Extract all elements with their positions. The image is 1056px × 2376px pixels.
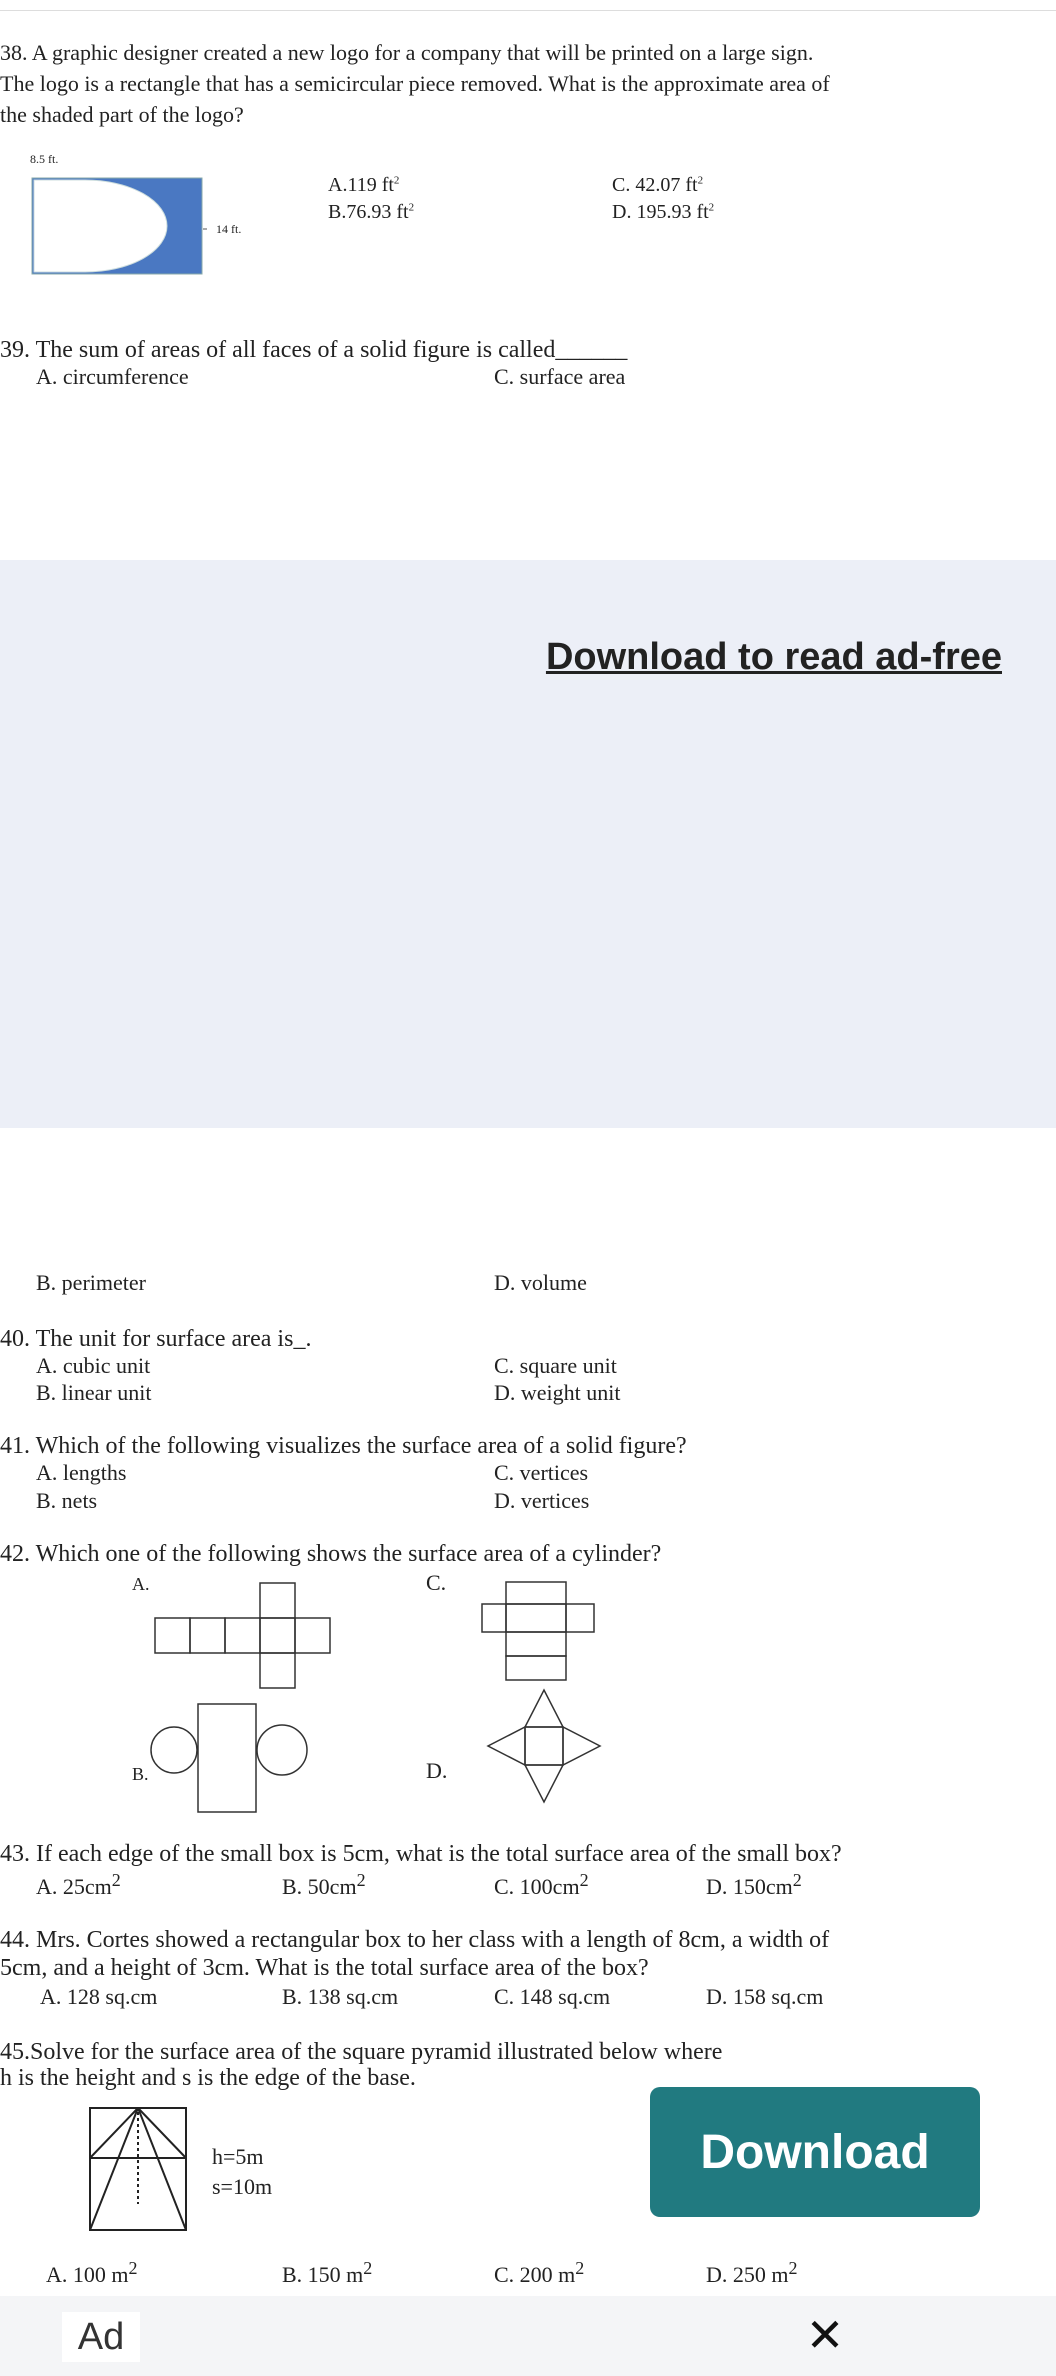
q39-option-a[interactable]: A. circumference <box>36 364 189 389</box>
q42-net-a-figure <box>150 1580 340 1692</box>
q44-stem-line2: 5cm, and a height of 3cm. What is the total surface area of the box? <box>0 1955 649 1981</box>
q39-option-c[interactable]: C. surface area <box>494 364 626 389</box>
download-ad-free-link[interactable]: Download to read ad-free <box>545 636 1002 678</box>
q42-stem: 42. Which one of the following shows the surface area of a cylinder? <box>0 1541 662 1567</box>
q40-option-d[interactable]: D. weight unit <box>494 1380 621 1405</box>
q39-option-b[interactable]: B. perimeter <box>36 1270 146 1295</box>
q42-net-b-cylinder-figure <box>150 1700 312 1816</box>
q43-option-b[interactable]: B. $50cm^2$ <box>282 1870 366 1899</box>
q42-net-c-figure <box>478 1580 602 1686</box>
q40-stem: 40. The unit for surface area is_. <box>0 1326 312 1352</box>
q43-option-a[interactable]: A. $25cm^2$ <box>36 1870 121 1899</box>
bottom-ad-bar <box>0 2296 1056 2376</box>
q45-side-label: s=10m <box>212 2174 273 2199</box>
q39-option-d[interactable]: D. volume <box>494 1270 587 1295</box>
q42-net-d-pyramid-figure <box>484 1686 604 1806</box>
q45-option-c[interactable]: C. 200 $m^2$ <box>494 2258 585 2287</box>
q40-option-c[interactable]: C. square unit <box>494 1353 617 1378</box>
q42-option-b-label[interactable]: B. <box>132 1764 149 1784</box>
q39-stem: 39. The sum of areas of all faces of a solid figure is called______ <box>0 337 628 363</box>
q38-option-a[interactable]: A.119 $ft^2$ <box>328 174 400 196</box>
q43-option-d[interactable]: D. $150cm^2$ <box>706 1870 802 1899</box>
q38-figure-top-label: 8.5 ft. <box>30 152 59 166</box>
q38-stem-line1: 38. A graphic designer created a new logo for a company that will be printed on a large sign. <box>0 40 814 65</box>
q38-option-b[interactable]: B.76.93 $ft^2$ <box>328 201 415 223</box>
q44-stem-line1: 44. Mrs. Cortes showed a rectangular box to her class with a length of 8cm, a width of <box>0 1927 830 1953</box>
q38-stem-line2: The logo is a rectangle that has a semicircular piece removed. What is the approximate area of <box>0 71 830 96</box>
ad-label: Ad <box>62 2312 140 2362</box>
q44-option-d[interactable]: D. 158 sq.cm <box>706 1984 824 2009</box>
q41-stem: 41. Which of the following visualizes the surface area of a solid figure? <box>0 1433 687 1459</box>
q41-option-b[interactable]: B. nets <box>36 1488 98 1513</box>
q43-stem: 43. If each edge of the small box is 5cm, what is the total surface area of the small box? <box>0 1841 842 1867</box>
top-divider <box>0 10 1056 11</box>
q45-stem-line1: 45.Solve for the surface area of the square pyramid illustrated below where <box>0 2039 723 2065</box>
q45-option-b[interactable]: B. 150 $m^2$ <box>282 2258 373 2287</box>
q41-option-c[interactable]: C. vertices <box>494 1460 589 1485</box>
q45-option-d[interactable]: D. 250 $m^2$ <box>706 2258 798 2287</box>
q38-option-d[interactable]: D. 195.93 $ft^2$ <box>612 201 715 223</box>
q38-stem-line3: the shaded part of the logo? <box>0 102 244 127</box>
download-button[interactable]: Download <box>650 2087 980 2217</box>
q38-option-c[interactable]: C. 42.07 $ft^2$ <box>612 174 704 196</box>
q44-option-c[interactable]: C. 148 sq.cm <box>494 1984 611 2009</box>
close-icon[interactable]: ✕ <box>805 2308 845 2362</box>
q42-option-d-label[interactable]: D. <box>426 1758 448 1783</box>
q44-option-b[interactable]: B. 138 sq.cm <box>282 1984 399 2009</box>
q42-option-c-label[interactable]: C. <box>426 1570 447 1595</box>
q38-logo-figure <box>30 172 210 278</box>
q38-figure-side-label: 14 ft. <box>216 222 242 236</box>
q42-option-a-label[interactable]: A. <box>132 1574 150 1594</box>
q41-option-a[interactable]: A. lengths <box>36 1460 127 1485</box>
q44-option-a[interactable]: A. 128 sq.cm <box>40 1984 158 2009</box>
q45-square-pyramid-figure <box>86 2104 192 2234</box>
q45-option-a[interactable]: A. 100 $m^2$ <box>46 2258 138 2287</box>
q40-option-b[interactable]: B. linear unit <box>36 1380 152 1405</box>
q45-stem-line2: h is the height and s is the edge of the base. <box>0 2065 416 2091</box>
q43-option-c[interactable]: C. $100cm^2$ <box>494 1870 589 1899</box>
q45-height-label: h=5m <box>212 2144 264 2169</box>
q41-option-d[interactable]: D. vertices <box>494 1488 590 1513</box>
q40-option-a[interactable]: A. cubic unit <box>36 1353 151 1378</box>
